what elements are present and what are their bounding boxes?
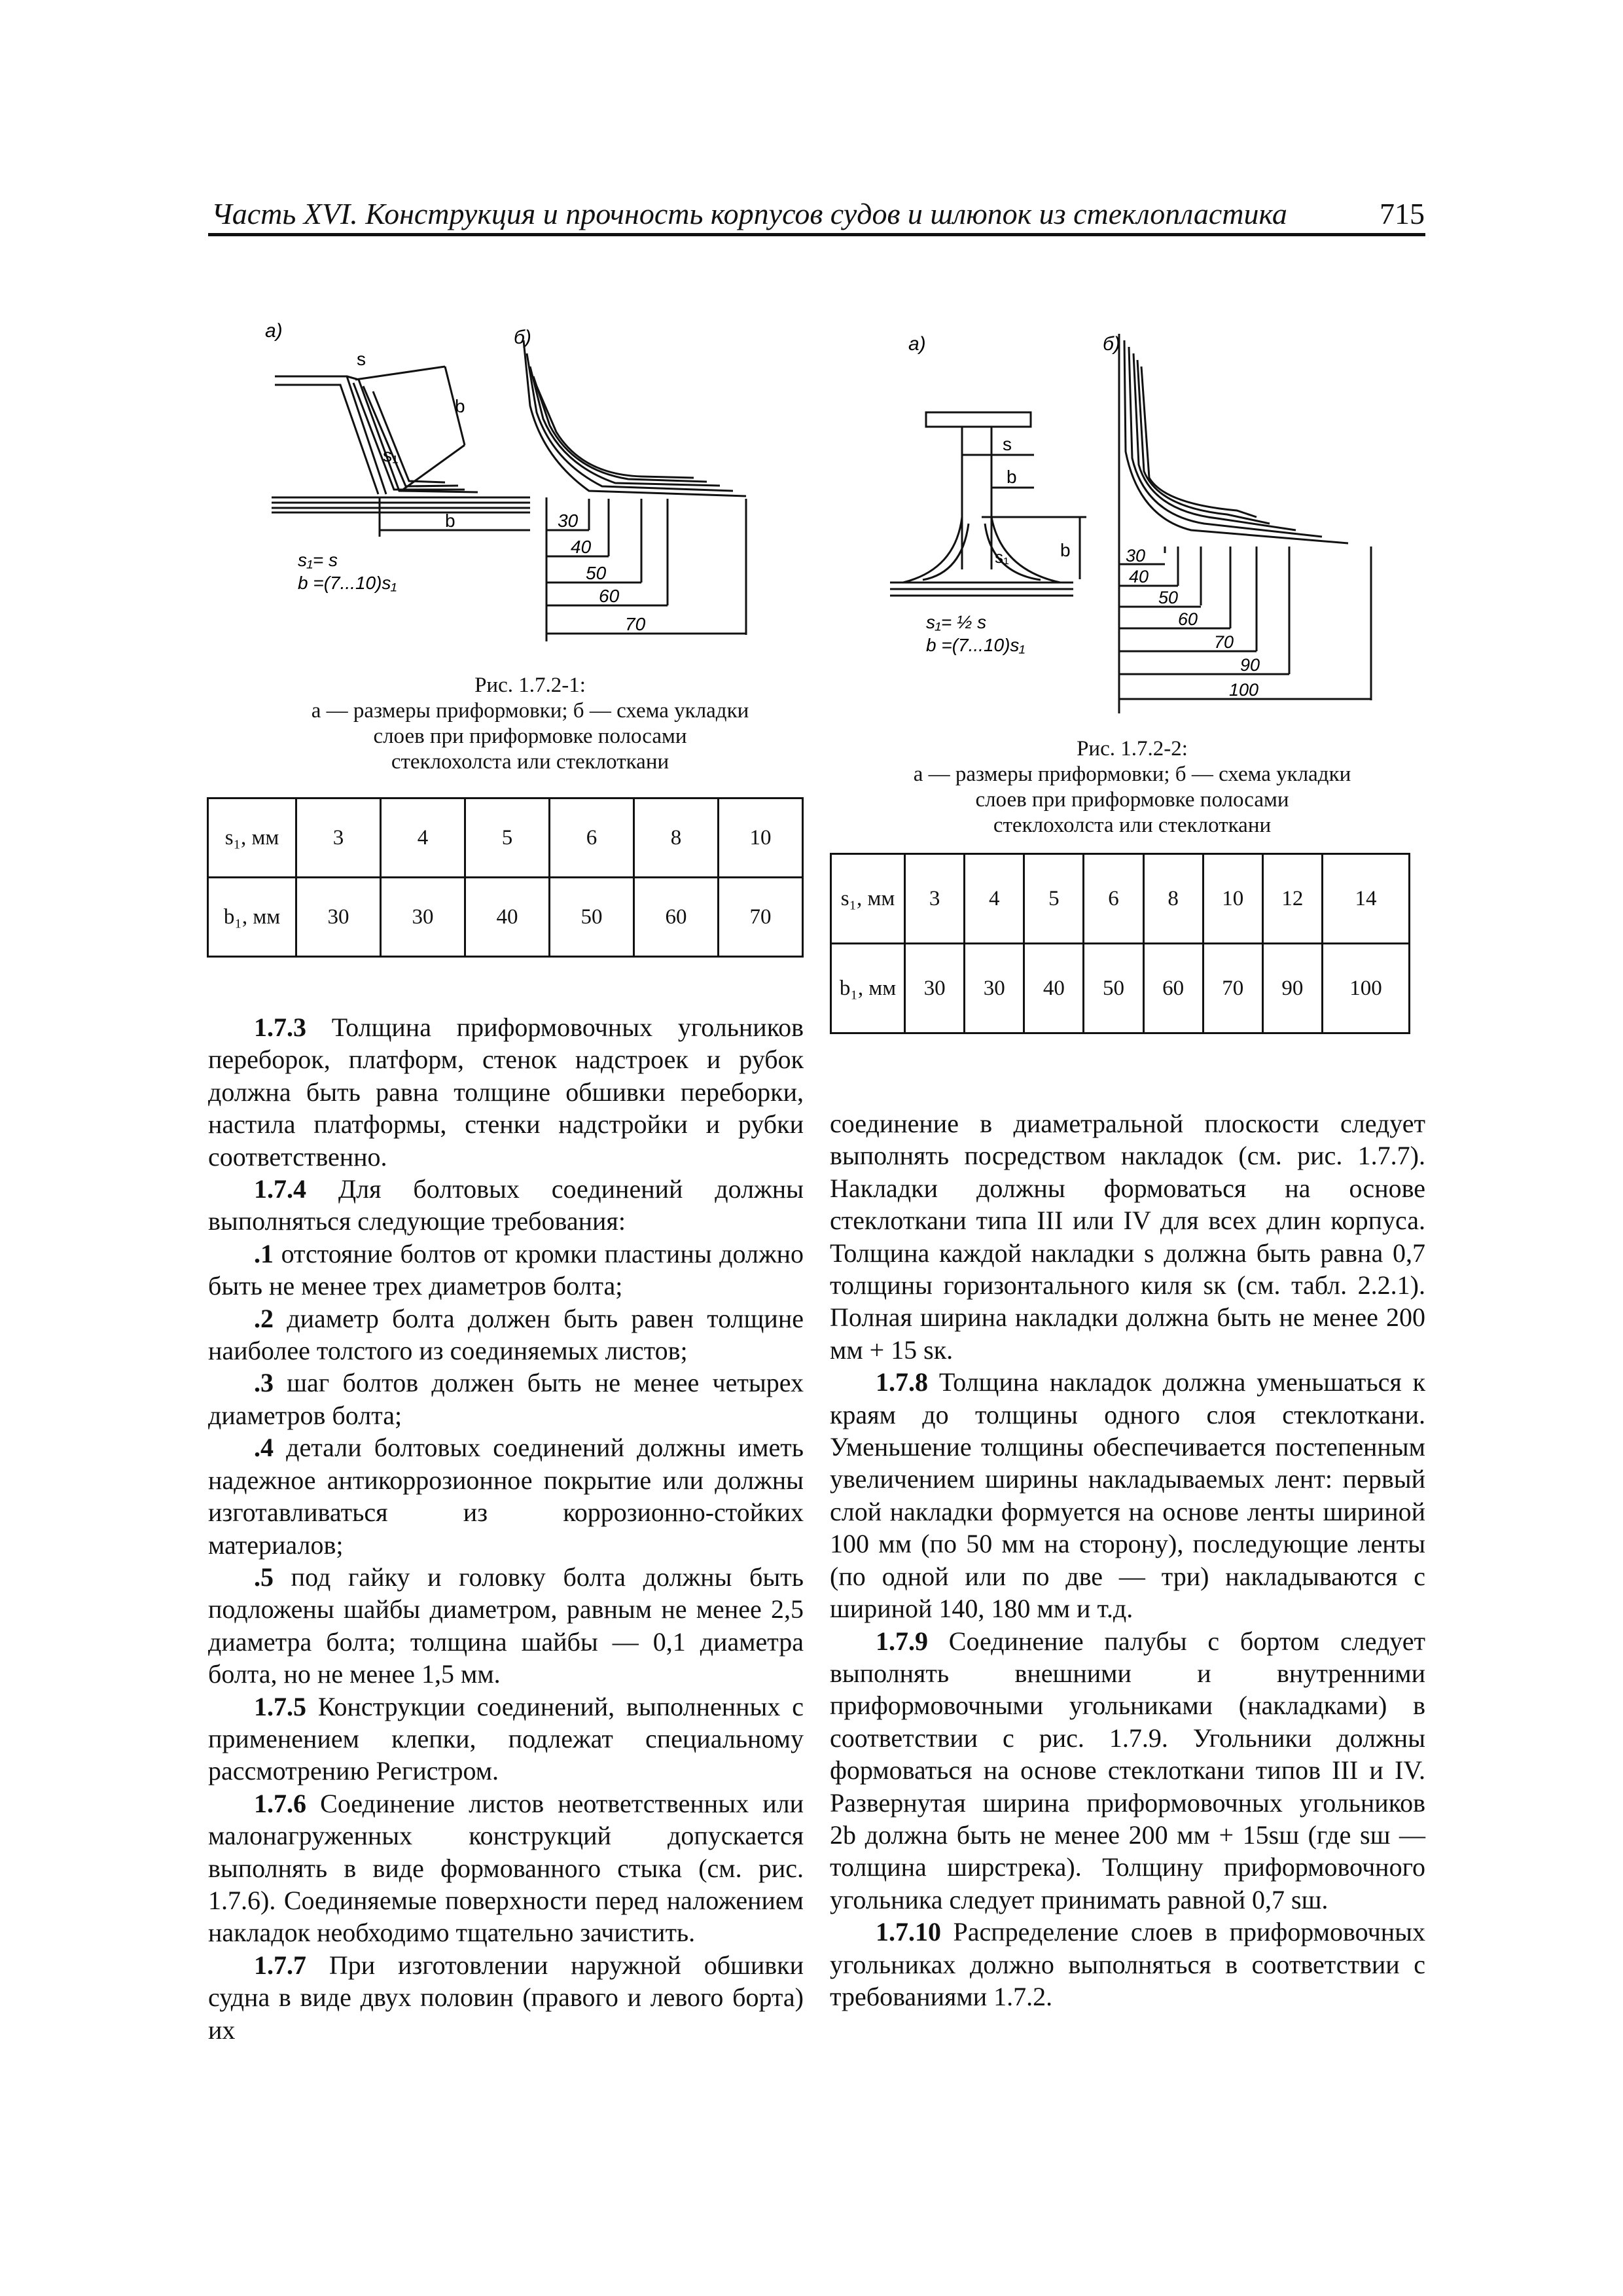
table-cell: 30 (965, 944, 1024, 1033)
fig1-dim-s: s (357, 349, 366, 369)
table-cell: 70 (719, 878, 803, 957)
header-rule (208, 233, 1425, 236)
table-cell: 12 (1262, 854, 1322, 944)
item-text: шаг болтов должен быть не менее четырех диаметров болта; (208, 1368, 804, 1430)
fig2-caption-line2: слоев при приформовке полосами (975, 788, 1289, 812)
table-cell: 3 (296, 798, 381, 878)
list-item (208, 1561, 804, 1691)
table-cell: 70 (1203, 944, 1262, 1033)
fig1-caption (236, 673, 825, 775)
right-column (830, 1107, 1425, 2013)
clause-text: Толщина накладок должна уменьшаться к краям до толщины одного слоя стеклоткани. Уменьшение толщины обеспечивается постепенным увеличением ширины накладываемых лент: первый слой накладки формуется на основе ленты шириной 100 мм (по 50 мм на сторону), последующие ленты (по одной или по две — три) накладываются с шириной 140, 180 мм и т.д. (830, 1367, 1425, 1624)
table-cell: 90 (1262, 944, 1322, 1033)
paragraph-1-7-6 (208, 1787, 804, 1949)
fig1-caption-line1: а — размеры приформовки; б — схема укладки (311, 699, 749, 723)
table-cell: 30 (296, 878, 381, 957)
table-row (831, 944, 1410, 1033)
item-number: .2 (254, 1303, 274, 1333)
fig1-label-a: а) (265, 320, 283, 342)
table-cell: 4 (381, 798, 465, 878)
clause-text: При изготовлении наружной обшивки судна в виде двух половин (правого и левого борта) их (208, 1950, 804, 2045)
table-1 (207, 797, 804, 958)
clause-number: 1.7.5 (254, 1691, 306, 1721)
fig2-dim-s: s (1003, 434, 1012, 454)
table-row (208, 798, 803, 878)
fig2-b-dim-40: 40 (1129, 567, 1149, 586)
table-cell: 30 (381, 878, 465, 957)
item-text: под гайку и головку болта должны быть подложены шайбы диаметром, равным не менее 2,5 диаметра болта; толщина шайбы — 0,1 диаметра болта, но не менее 1,5 мм. (208, 1562, 804, 1689)
table1-row1-label: s₁, мм (208, 798, 296, 878)
table-cell: 40 (1024, 944, 1084, 1033)
list-item (208, 1238, 804, 1302)
figure-1-7-2-1 (249, 314, 812, 655)
fig1-caption-line2: слоев при приформовке полосами (373, 725, 687, 748)
paragraph-1-7-5 (208, 1691, 804, 1787)
fig2-dim-b-right: b (1060, 540, 1071, 560)
fig1-relation-1: s₁= s (298, 550, 338, 570)
fig2-b-dim-50: 50 (1158, 588, 1179, 607)
fig1-b-dim-70: 70 (625, 614, 646, 634)
fig1-b-dim-60: 60 (599, 586, 620, 606)
paragraph-1-7-10 (830, 1916, 1425, 2013)
table-row (208, 878, 803, 957)
clause-number: 1.7.7 (254, 1950, 306, 1980)
left-column (208, 1011, 804, 2046)
fig1-caption-line3: стеклохолста или стеклоткани (391, 750, 669, 774)
table-cell: 40 (465, 878, 550, 957)
fig1-b-dim-50: 50 (586, 563, 607, 583)
fig2-label-b: б) (1103, 333, 1120, 355)
fig2-caption-line3: стеклохолста или стеклоткани (993, 814, 1272, 837)
fig2-b-dim-30: 30 (1126, 546, 1146, 565)
clause-number: 1.7.3 (254, 1013, 306, 1042)
fig1-b-dim-30: 30 (558, 511, 579, 531)
item-number: .4 (254, 1433, 274, 1463)
fig2-b-dim-70: 70 (1214, 632, 1234, 652)
item-number: .5 (254, 1562, 274, 1592)
item-text: диаметр болта должен быть равен толщине наиболее толстого из соединяемых листов; (208, 1303, 804, 1366)
fig2-relation-2: b =(7...10)s₁ (926, 635, 1026, 655)
fig2-label-a: а) (908, 333, 926, 355)
clause-text: Для болтовых соединений должны выполняться следующие требования: (208, 1174, 804, 1236)
figure-1-7-2-2 (864, 321, 1400, 726)
table-cell: 6 (1084, 854, 1143, 944)
item-text: отстояние болтов от кромки пластины должно быть не менее трех диаметров болта; (208, 1238, 804, 1301)
fig2-dim-s1: s₁ (995, 547, 1009, 567)
table2-row1-label: s₁, мм (831, 854, 905, 944)
fig2-relation-1: s₁= ½ s (926, 612, 987, 632)
table2-row2-label: b₁, мм (831, 944, 905, 1033)
table-cell: 30 (905, 944, 965, 1033)
clause-number: 1.7.9 (876, 1626, 928, 1656)
clause-text: Соединение палубы с бортом следует выполнять внешними и внутренними приформовочными угольниками (накладками) в соответствии с рис. 1.7.9. Угольники должны формоваться на основе стеклоткани типов III и IV. Развернутая ширина приформовочных угольников 2b должна быть не менее 200 мм + 15sш (где sш — толщина ширстрека). Толщину приформовочного угольника следует принимать равной 0,7 sш. (830, 1626, 1425, 1914)
paragraph-1-7-7 (208, 1949, 804, 2046)
clause-text: Толщина приформовочных угольников переборок, платформ, стенок надстроек и рубок должна быть равна толщине обшивки переборки, настила платформы, стенки надстройки и рубки соответственно. (208, 1013, 804, 1172)
clause-number: 1.7.10 (876, 1917, 941, 1947)
item-text: детали болтовых соединений должны иметь надежное антикоррозионное покрытие или должны изготавливаться из коррозионно-стойких материалов; (208, 1433, 804, 1560)
paragraph-1-7-4 (208, 1173, 804, 1238)
paragraph-1-7-9 (830, 1625, 1425, 1916)
paragraph-1-7-8 (830, 1366, 1425, 1624)
fig1-relation-2: b =(7...10)s₁ (298, 573, 397, 593)
item-number: .3 (254, 1368, 274, 1398)
table-cell: 8 (634, 798, 719, 878)
paragraph-1-7-3 (208, 1011, 804, 1173)
clause-number: 1.7.4 (254, 1174, 306, 1204)
fig2-dim-b-top: b (1007, 467, 1017, 487)
table-cell: 100 (1322, 944, 1409, 1033)
clause-number: 1.7.8 (876, 1367, 928, 1397)
list-item (208, 1302, 804, 1367)
table-row (831, 854, 1410, 944)
list-item (208, 1367, 804, 1431)
fig2-b-dim-100: 100 (1229, 680, 1259, 700)
clause-text: Соединение листов неответственных или малонагруженных конструкций допускается выполнять в виде формованного стыка (см. рис. 1.7.6). Соединяемые поверхности перед наложением накладок необходимо тщательно зачистить. (208, 1788, 804, 1948)
table-cell: 14 (1322, 854, 1409, 944)
table-cell: 50 (1084, 944, 1143, 1033)
fig2-caption-line1: а — размеры приформовки; б — схема укладки (913, 762, 1351, 786)
table-cell: 5 (465, 798, 550, 878)
fig2-caption-title: Рис. 1.7.2-2: (1077, 737, 1188, 761)
table-cell: 50 (550, 878, 634, 957)
table-2 (830, 853, 1410, 1034)
running-header: Часть XVI. Конструкция и прочность корпусов судов и шлюпок из стеклопластика (211, 197, 1287, 230)
fig1-caption-title: Рис. 1.7.2-1: (474, 673, 586, 697)
fig1-dim-s1: s₁ (383, 445, 399, 465)
table-cell: 4 (965, 854, 1024, 944)
table-cell: 60 (634, 878, 719, 957)
clause-text: Конструкции соединений, выполненных с применением клепки, подлежат специальному рассмотрению Регистром. (208, 1691, 804, 1786)
table-cell: 10 (1203, 854, 1262, 944)
fig1-b-dim-40: 40 (571, 537, 592, 557)
paragraph-continued: соединение в диаметральной плоскости следует выполнять посредством накладок (см. рис. 1.7.7). Накладки должны формоваться на основе стеклоткани типа III или IV для всех длин корпуса. Толщина каждой накладки s должна быть равна 0,7 толщины горизонтального киля sк (см. табл. 2.2.1). Полная ширина накладки должна быть не менее 200 мм + 15 sк. (830, 1109, 1425, 1365)
fig2-caption (838, 736, 1427, 838)
fig2-b-dim-90: 90 (1240, 655, 1260, 675)
table1-row2-label: b₁, мм (208, 878, 296, 957)
table-cell: 8 (1143, 854, 1203, 944)
fig1-label-b: б) (514, 327, 531, 348)
fig1-dim-b: b (445, 511, 455, 531)
fig2-b-dim-60: 60 (1178, 609, 1198, 629)
page-number: 715 (1380, 197, 1425, 230)
fig1-dim-b-incl: b (455, 396, 465, 416)
clause-number: 1.7.6 (254, 1788, 306, 1818)
list-item (208, 1431, 804, 1561)
table-cell: 3 (905, 854, 965, 944)
table-cell: 6 (550, 798, 634, 878)
item-number: .1 (254, 1238, 274, 1268)
table-cell: 60 (1143, 944, 1203, 1033)
clause-text: Распределение слоев в приформовочных угольниках должно выполняться в соответствии с требованиями 1.7.2. (830, 1917, 1425, 2011)
table-cell: 10 (719, 798, 803, 878)
table-cell: 5 (1024, 854, 1084, 944)
